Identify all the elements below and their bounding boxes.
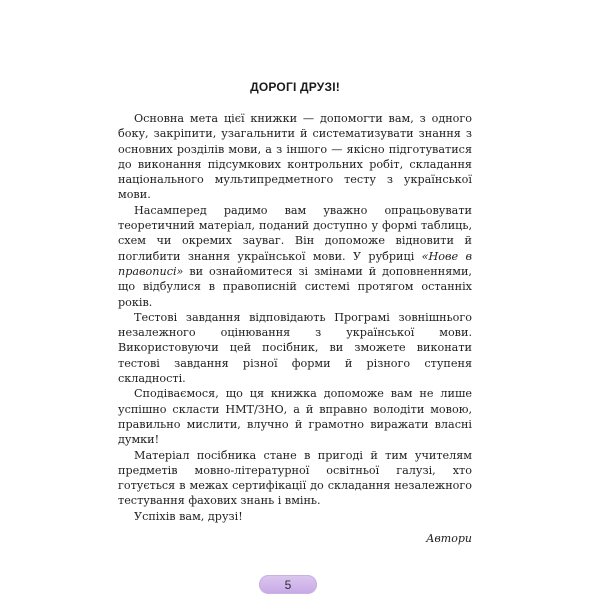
paragraph-1: Основна мета цієї книжки — допомогти вам, з одного боку, закріпити, узагальнити й систематизувати знання з основних розділів мови, а з іншого — якісно підготуватися до виконання підсумкових контрольних робіт, складання національного мультипредметного тесту з української мови. (118, 112, 472, 202)
page-number: 5 (284, 577, 292, 592)
paragraph-5: Матеріал посібника стане в пригоді й тим учителям предметів мовно-літературної освітньої галузі, хто готується в межах сертифікації до складання незалежного тестування фахових знань і вмінь. (118, 448, 472, 508)
page-title: ДОРОГІ ДРУЗІ! (250, 80, 340, 94)
page-content (118, 80, 472, 545)
paragraph-2 (118, 203, 472, 310)
authors-signature: Автори (426, 532, 472, 546)
paragraph-6: Успіхів вам, друзі! (134, 509, 243, 523)
page-number-badge (259, 575, 317, 594)
paragraph-4: Сподіваємося, що ця книжка допоможе вам не лише успішно скласти НМТ/ЗНО, а й вправно володіти мовою, правильно мислити, влучно й грамотно виражати власні думки! (118, 387, 472, 447)
rubric-name: «Нове в правописі» (118, 249, 473, 278)
paragraph-2-start: Насамперед радимо вам уважно опрацьовувати теоретичний матеріал, поданий доступно у формі таблиць, схем чи окремих зауваг. Він допоможе відновити й поглибити знання української мови. У рубриці (118, 203, 472, 263)
paragraph-3: Тестові завдання відповідають Програмі зовнішнього незалежного оцінювання з української мови. Використовуючи цей посібник, ви зможете виконати тестові завдання різної форми й різного ступеня складності. (118, 310, 472, 386)
paragraph-2-tail: ви ознайомитеся зі змінами й доповненнями, що відбулися в правописній системі протягом останніх років. (118, 264, 472, 309)
